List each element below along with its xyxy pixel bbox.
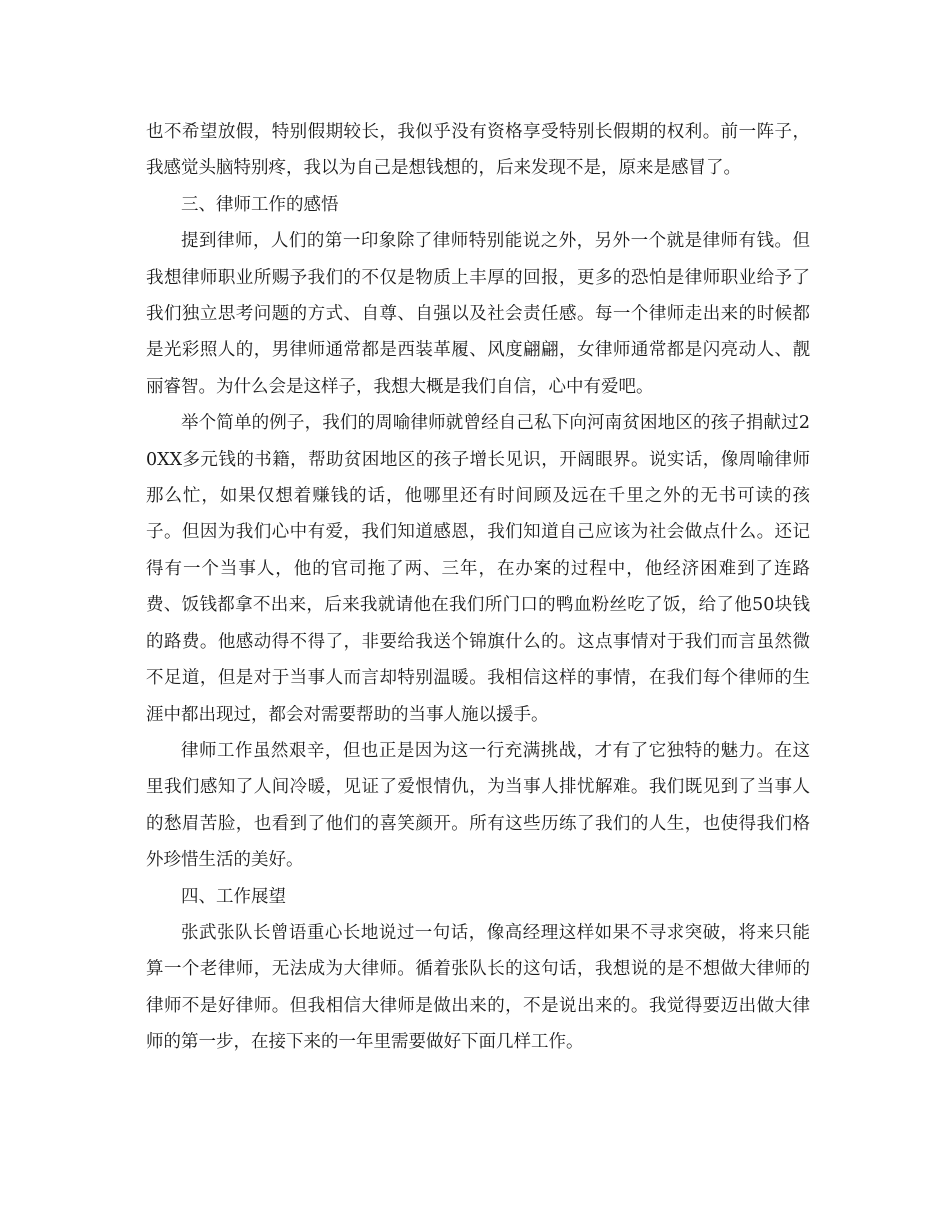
document-body bbox=[146, 114, 810, 1061]
paragraph-continuation: 也不希望放假，特别假期较长，我似乎没有资格享受特别长假期的权利。前一阵子，我感觉头脑特别疼，我以为自己是想钱想的，后来发现不是，原来是感冒了。 bbox=[146, 122, 810, 179]
section-heading-4: 四、工作展望 bbox=[181, 886, 286, 907]
paragraph-2: 举个简单的例子，我们的周喻律师就曾经自己私下向河南贫困地区的孩子捐献过20XX多元钱的书籍，帮助贫困地区的孩子增长见识，开阔眼界。说实话，像周喻律师那么忙，如果仅想着赚钱的话，他哪里还有时间顾及远在千里之外的无书可读的孩子。但因为我们心中有爱，我们知道感恩，我们知道自己应该为社会做点什么。还记得有一个当事人，他的官司拖了两、三年，在办案的过程中，他经济困难到了连路费、饭钱都拿不出来，后来我就请他在我们所门口的鸭血粉丝吃了饭，给了他50块钱的路费。他感动得不得了，非要给我送个锦旗什么的。这点事情对于我们而言虽然微不足道，但是对于当事人而言却特别温暖。我相信这样的事情，在我们每个律师的生涯中都出现过，都会对需要帮助的当事人施以援手。 bbox=[146, 413, 810, 725]
paragraph-3: 律师工作虽然艰辛，但也正是因为这一行充满挑战，才有了它独特的魅力。在这里我们感知了人间冷暖，见证了爱恨情仇，为当事人排忧解难。我们既见到了当事人的愁眉苦脸，也看到了他们的喜笑颜开。所有这些历练了我们的人生，也使得我们格外珍惜生活的美好。 bbox=[146, 740, 810, 871]
paragraph-4: 张武张队长曾语重心长地说过一句话，像高经理这样如果不寻求突破，将来只能算一个老律师，无法成为大律师。循着张队长的这句话，我想说的是不想做大律师的律师不是好律师。但我相信大律师是做出来的，不是说出来的。我觉得要迈出做大律师的第一步，在接下来的一年里需要做好下面几样工作。 bbox=[146, 922, 810, 1053]
paragraph-1: 提到律师，人们的第一印象除了律师特别能说之外，另外一个就是律师有钱。但我想律师职业所赐予我们的不仅是物质上丰厚的回报，更多的恐怕是律师职业给予了我们独立思考问题的方式、自尊、自强以及社会责任感。每一个律师走出来的时候都是光彩照人的，男律师通常都是西装革履、风度翩翩，女律师通常都是闪亮动人、靓丽睿智。为什么会是这样子，我想大概是我们自信，心中有爱吧。 bbox=[146, 231, 810, 397]
section-heading-3: 三、律师工作的感悟 bbox=[181, 194, 339, 215]
